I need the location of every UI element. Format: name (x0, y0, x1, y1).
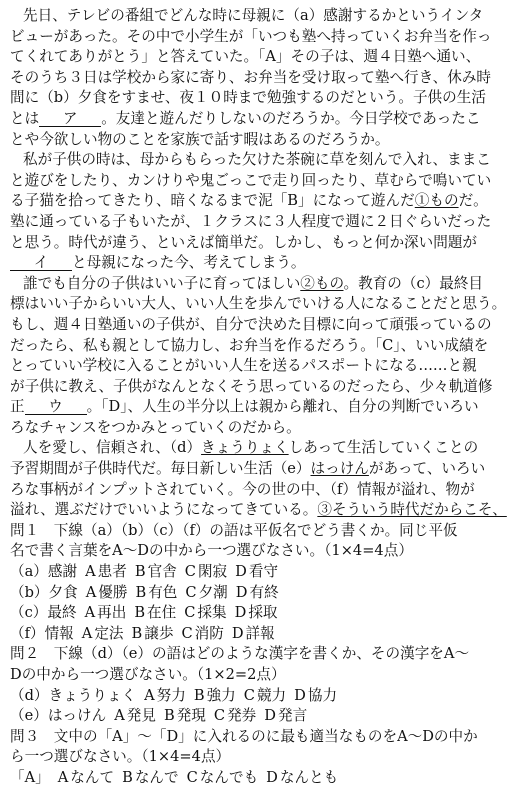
passage-line: と遊びをしたり、カンけりや鬼ごっこで走り回ったり、草むらで鳴いてい (10, 171, 492, 189)
passage-line: 誰でも自分の子供はいい子に育ってほしい②もの。教育の（c）最終目 (23, 274, 484, 292)
blank-i: イ (10, 255, 72, 271)
passage-line: 私が子供の時は、母からもらった欠けた茶碗に草を刻んで入れ、ままこ (23, 151, 491, 169)
underline-mark-1: ①もの (414, 192, 459, 210)
underline-word-d: きょうりょく (201, 439, 289, 457)
question-1-row-c: （c）最終 A 再出 B 在住 C 採集 D 採取 (10, 604, 278, 622)
passage-line: 正 ウ 。「D」、人生の半分以上は親から離れ、自分の判断でいろい (10, 398, 479, 416)
question-1-prompt: 名で書く言葉をA～Dの中から一つ選びなさい。（1×4=4点） (10, 542, 413, 560)
passage-line: ろなチャンスをつかみとっていくのだから。 (10, 418, 301, 436)
question-2-prompt: 問２ 下線（d）（e）の語はどのような漢字を書くか、その漢字をA～ (10, 645, 470, 663)
passage-line: 標はいい子からいい大人、いい人生を歩んでいける人になることだと思う。 (10, 295, 507, 313)
question-3-prompt: ら一つ選びなさい。（1×4=4点） (10, 748, 231, 766)
passage-line: だったら、私も親として協力し、お弁当を作るだろう。「C」、いい成績を (10, 336, 489, 354)
passage-line: もし、週４日塾通いの子供が、自分で決めた目標に向って頑張っているの (10, 315, 492, 333)
passage-line: そのうち３日は学校から家に寄り、お弁当を受け取って塾へ行き、休み時 (10, 68, 492, 86)
question-2-row-d: （d）きょうりょく A 努力 B 強力 C 競力 D 協力 (10, 686, 338, 704)
passage-line: とっていい学校に入ることがいい人生を送るパスポートになる……と親 (10, 357, 477, 375)
underline-word-e: はっけん (310, 460, 369, 478)
passage-line: る子猫を拾ってきたり、暗くなるまで泥「B」になって遊んだ①ものだ。 (10, 192, 488, 210)
passage-line: 溢れ、選ぶだけでいいようになってきている。③そういう時代だからこそ、 (10, 501, 507, 519)
passage-line: と思う。時代が違う、といえば簡単だ。しかし、もっと何か深い問題が (10, 233, 478, 251)
passage-line: が子供に教え、子供がなんとなくそう思っているのだったら、少々軌道修 (10, 377, 493, 395)
passage-line: イ と母親になった今、考えてしまう。 (10, 253, 508, 274)
question-1-row-a: （a）感謝 A 患者 B 官舎 C 閑寂 D 看守 (10, 563, 279, 581)
underline-mark-3: ③そういう時代だからこそ、 (317, 501, 507, 519)
question-3-prompt: 問３ 文中の「A」～「D」に入れるのに最も適当なものをA～Dの中か (10, 727, 478, 745)
passage-line: とは ア 。友達と遊んだりしないのだろうか。今日学校であったこ (10, 109, 481, 127)
passage-line: ろな事柄がインプットされていく。今の世の中、（f）情報が溢れ、物が (10, 480, 475, 498)
blank-a: ア (39, 111, 101, 127)
passage-line: てくれてありがとう」と答えていた。「A」その子は、週４日塾へ通い、 (10, 48, 481, 66)
question-2-prompt: Dの中から一つ選びなさい。（1×2=2点） (10, 666, 286, 683)
question-3-row-a: 「A」 A なんて B なんで C なんでも D なんとも (10, 768, 339, 786)
passage-line: とや今欲しい物のことを家族で話す暇はあるのだろうか。 (10, 130, 390, 148)
passage-line: 間に（b）夕食をすませ、夜１０時まで勉強するのだという。子供の生活 (10, 89, 486, 107)
question-2-row-e: （e）はっけん A 発見 B 発現 C 発券 D 発言 (10, 707, 308, 725)
blank-u: ウ (25, 399, 87, 415)
underline-mark-2: ②もの (300, 274, 344, 292)
passage-line: ビューがあった。その中で小学生が「いつも塾へ持っていくお弁当を作っ (10, 27, 492, 45)
question-1-row-f: （f）情報 A 定法 B 譲歩 C 消防 D 詳報 (10, 624, 275, 642)
passage-line: 予習期間が子供時代だ。毎日新しい生活（e）はっけんがあって、いろい (10, 460, 486, 478)
question-1-row-b: （b）夕食 A 優勝 B 有色 C 夕潮 D 有終 (10, 583, 279, 601)
passage-line: 人を愛し、信頼され、（d）きょうりょくしあって生活していくことの (23, 439, 479, 457)
passage-line: 先日、テレビの番組でどんな時に母親に（a）感謝するかというインタ (23, 7, 484, 24)
passage-line: 塾に通っている子もいたが、１クラスに３人程度で週に２日ぐらいだった (10, 212, 492, 230)
question-1-prompt: 問１ 下線（a）（b）（c）（f）の語は平仮名でどう書くか。同じ平仮 (10, 521, 458, 539)
